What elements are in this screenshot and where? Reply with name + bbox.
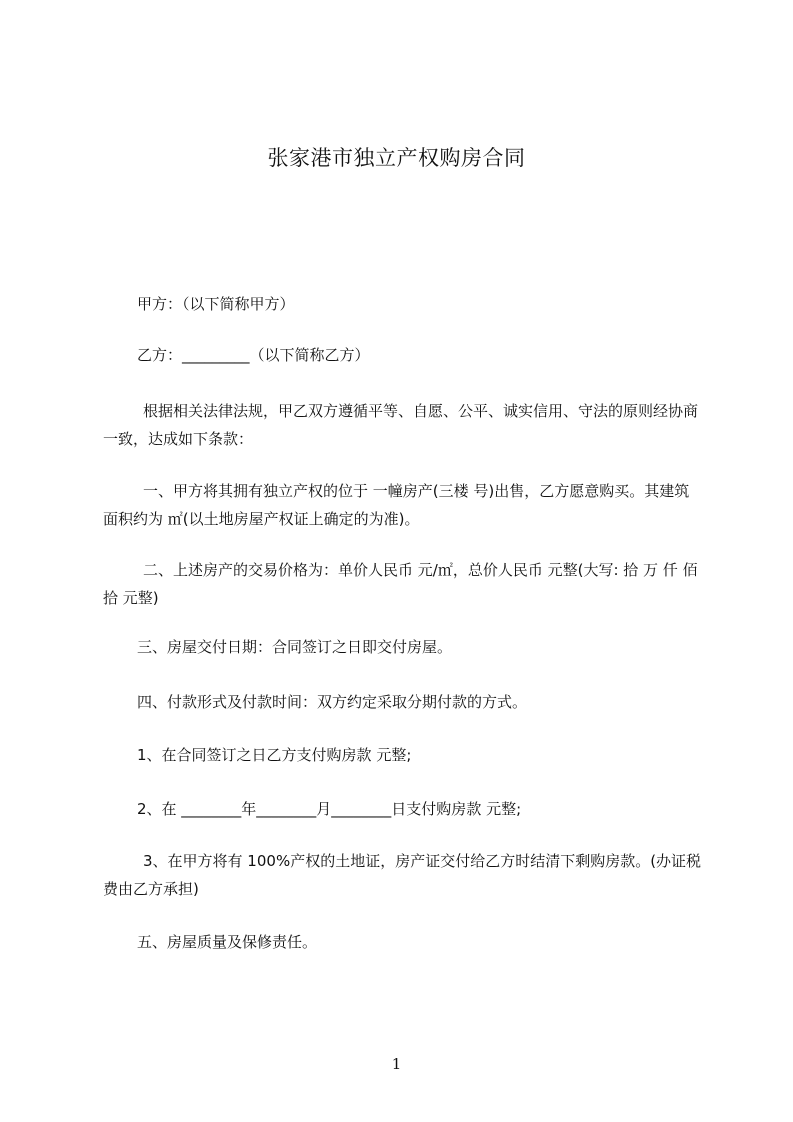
page-number: 1 [391, 1055, 402, 1073]
party-a-line: 甲方：（以下简称甲方） [137, 295, 295, 313]
clause-2-paragraph: 二、上述房产的交易价格为：单价人民币 元/㎡，总价人民币 元整(大写: 拾 万 仟 佰 拾 元整) [103, 561, 703, 607]
clause-3-paragraph: 三、房屋交付日期：合同签订之日即交付房屋。 [137, 638, 453, 656]
payment-item-2: 2、在 ________年________月________日支付购房款 元整; [137, 800, 522, 818]
payment-item-3: 3、在甲方将有 100%产权的土地证，房产证交付给乙方时结清下剩购房款。(办证税费由乙方承担) [103, 852, 702, 898]
document-title: 张家港市独立产权购房合同 [267, 146, 526, 170]
preamble-paragraph: 根据相关法律法规，甲乙双方遵循平等、自愿、公平、诚实信用、守法的原则经协商一致，达成如下条款： [103, 402, 699, 448]
clause-4-paragraph: 四、付款形式及付款时间：双方约定采取分期付款的方式。 [137, 693, 528, 711]
clause-1-paragraph: 一、甲方将其拥有独立产权的位于 一幢房产(三楼 号)出售，乙方愿意购买。其建筑面积约为 ㎡(以土地房屋产权证上确定的为准)。 [103, 482, 690, 528]
payment-item-1: 1、在合同签订之日乙方支付购房款 元整; [137, 746, 412, 764]
clause-5-paragraph: 五、房屋质量及保修责任。 [137, 933, 318, 951]
party-b-line: 乙方：_________（以下简称乙方） [137, 346, 370, 364]
